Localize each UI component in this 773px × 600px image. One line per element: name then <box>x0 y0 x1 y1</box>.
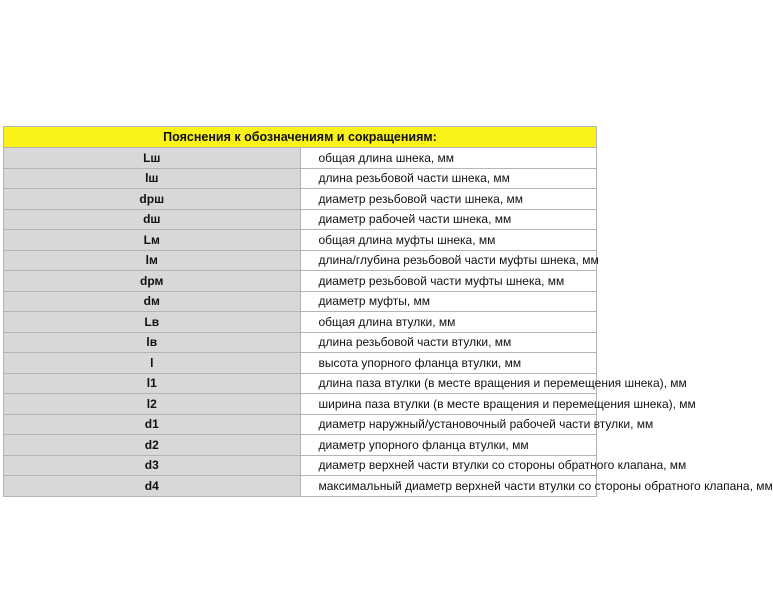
legend-description: общая длина шнека, мм <box>300 148 597 169</box>
legend-description: диаметр рабочей части шнека, мм <box>300 209 597 230</box>
legend-title: Пояснения к обозначениям и сокращениям: <box>4 127 597 148</box>
legend-description: ширина паза втулки (в месте вращения и перемещения шнека), мм <box>300 394 597 415</box>
legend-symbol: dм <box>4 291 301 312</box>
legend-row <box>4 148 597 169</box>
legend-description: диаметр верхней части втулки со стороны обратного клапана, мм <box>300 455 597 476</box>
legend-symbol: Lм <box>4 230 301 251</box>
legend-description: высота упорного фланца втулки, мм <box>300 353 597 374</box>
legend-description: длина/глубина резьбовой части муфты шнека, мм <box>300 250 597 271</box>
legend-row <box>4 189 597 210</box>
legend-symbol: dрш <box>4 189 301 210</box>
legend-symbol: lш <box>4 168 301 189</box>
legend-symbol: d2 <box>4 435 301 456</box>
legend-row <box>4 394 597 415</box>
legend-symbol: lв <box>4 332 301 353</box>
legend-symbol: dрм <box>4 271 301 292</box>
legend-row <box>4 353 597 374</box>
legend-row <box>4 209 597 230</box>
legend-symbol: d3 <box>4 455 301 476</box>
legend-symbol: d4 <box>4 476 301 497</box>
legend-row <box>4 271 597 292</box>
legend-row <box>4 414 597 435</box>
legend-description: диаметр резьбовой части муфты шнека, мм <box>300 271 597 292</box>
legend-table <box>3 126 773 497</box>
legend-description: общая длина муфты шнека, мм <box>300 230 597 251</box>
legend-symbol: l2 <box>4 394 301 415</box>
legend-description: диаметр резьбовой части шнека, мм <box>300 189 597 210</box>
legend-row <box>4 250 597 271</box>
legend-row <box>4 312 597 333</box>
legend-symbol: d1 <box>4 414 301 435</box>
legend-description: общая длина втулки, мм <box>300 312 597 333</box>
legend-symbol: dш <box>4 209 301 230</box>
legend-row <box>4 230 597 251</box>
legend-row <box>4 476 597 497</box>
legend-description: длина паза втулки (в месте вращения и перемещения шнека), мм <box>300 373 597 394</box>
legend-description: длина резьбовой части шнека, мм <box>300 168 597 189</box>
legend-symbol: l1 <box>4 373 301 394</box>
legend-row <box>4 168 597 189</box>
legend-symbol: lм <box>4 250 301 271</box>
legend-row <box>4 373 597 394</box>
legend-body <box>4 127 773 497</box>
legend-symbol: l <box>4 353 301 374</box>
legend-description: максимальный диаметр верхней части втулки со стороны обратного клапана, мм <box>300 476 597 497</box>
legend-header-row <box>4 127 597 148</box>
legend-row <box>4 332 597 353</box>
legend-symbol: Lв <box>4 312 301 333</box>
legend-description: длина резьбовой части втулки, мм <box>300 332 597 353</box>
legend-row <box>4 435 597 456</box>
legend-description: диаметр муфты, мм <box>300 291 597 312</box>
legend-description: диаметр наружный/установочный рабочей части втулки, мм <box>300 414 597 435</box>
legend-row <box>4 455 597 476</box>
legend-symbol: Lш <box>4 148 301 169</box>
legend-description: диаметр упорного фланца втулки, мм <box>300 435 597 456</box>
legend-row <box>4 291 597 312</box>
